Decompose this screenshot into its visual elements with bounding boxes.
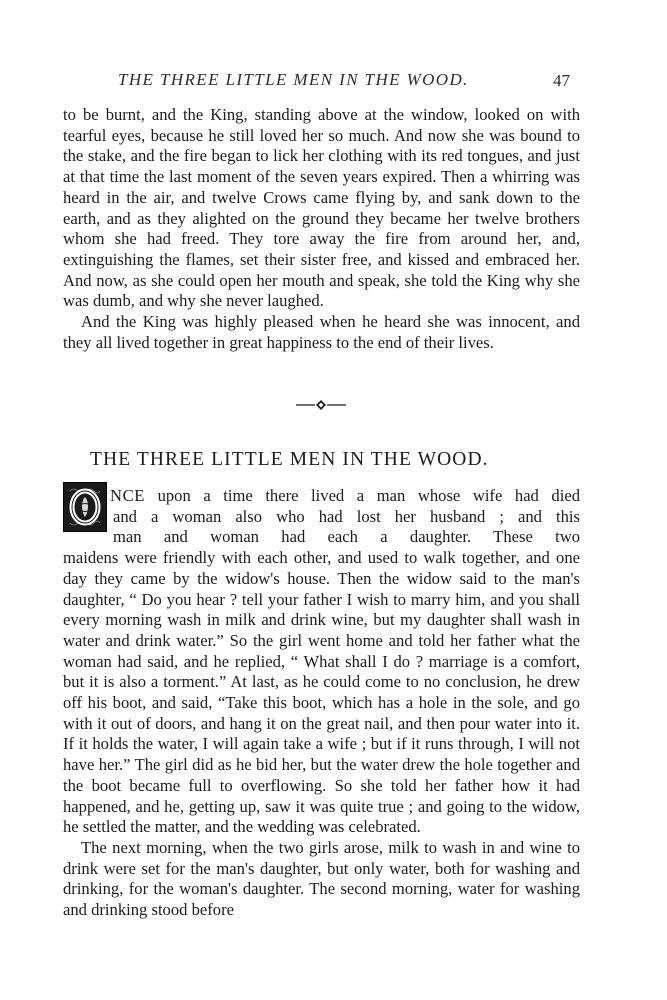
opening-line-text: upon a time there lived a man whose wife had died	[145, 486, 580, 505]
story-paragraph	[63, 486, 580, 838]
story-title: THE THREE LITTLE MEN IN THE WOOD.	[90, 449, 489, 470]
previous-story-ending	[63, 105, 580, 353]
running-head-title: THE THREE LITTLE MEN IN THE WOOD.	[118, 70, 469, 89]
section-divider-ornament	[296, 399, 346, 411]
previous-story-paragraph: And the King was highly pleased when he heard she was innocent, and they all lived together in great happiness to the end of their lives.	[63, 312, 580, 352]
story-text	[63, 486, 580, 921]
previous-story-paragraph: to be burnt, and the King, standing above at the window, looked on with tearful eyes, because he still loved her so much. And now she was bound to the stake, and the fire began to lick her clothing with its red tongues, and just at that time the last moment of the seven years expired. Then a whirring was heard in the air, and twelve Crows came flying by, and sank down to the earth, and as they alighted on the ground they became her twelve brothers whom she had freed. They tore away the fire from around her, and, extinguishing the flames, set their sister free, and kissed and embraced her. And now, as she could open her mouth and speak, she told the King why she was dumb, and why she never laughed.	[63, 105, 580, 311]
story-paragraph-rest: maidens were friendly with each other, and used to walk together, and one day they came by the widow's house. Then the widow said to the man's daughter, “ Do you hear ? tell your father I wish to marry him, and you shall every morning wash in milk and drink wine, but my daughter shall wash in water and drink water.” So the girl went home and told her father what the woman had said, and he replied, “ What shall I do ? marriage is a comfort, but it is also a torment.” At last, as he could come to no conclusion, he drew off his boot, and said, “Take this boot, which has a hole in the sole, and go with it out of doors, and hang it on the great nail, and then pour water into it. If it holds the water, I will again take a wife ; but if it runs through, I will not have her.” The girl did as he bid her, but the water drew the hole together and the boot became full to overflowing. So she told her father how it had happened, and he, getting up, saw it was quite true ; and going to the widow, he settled the matter, and the wedding was celebrated.	[63, 548, 580, 837]
opening-line: and a woman also who had lost her husband ; and this	[113, 506, 580, 526]
page-number: 47	[553, 71, 570, 90]
opening-line: man and woman had each a daughter. These two	[113, 527, 580, 547]
story-paragraph: The next morning, when the two girls arose, milk to wash in and wine to drink were set for the man's daughter, but only water, both for washing and drinking, for the woman's daughter. The second morning, water for washing and drinking stood before	[63, 837, 580, 920]
opening-line	[63, 486, 580, 507]
opening-caps: NCE	[110, 486, 145, 505]
